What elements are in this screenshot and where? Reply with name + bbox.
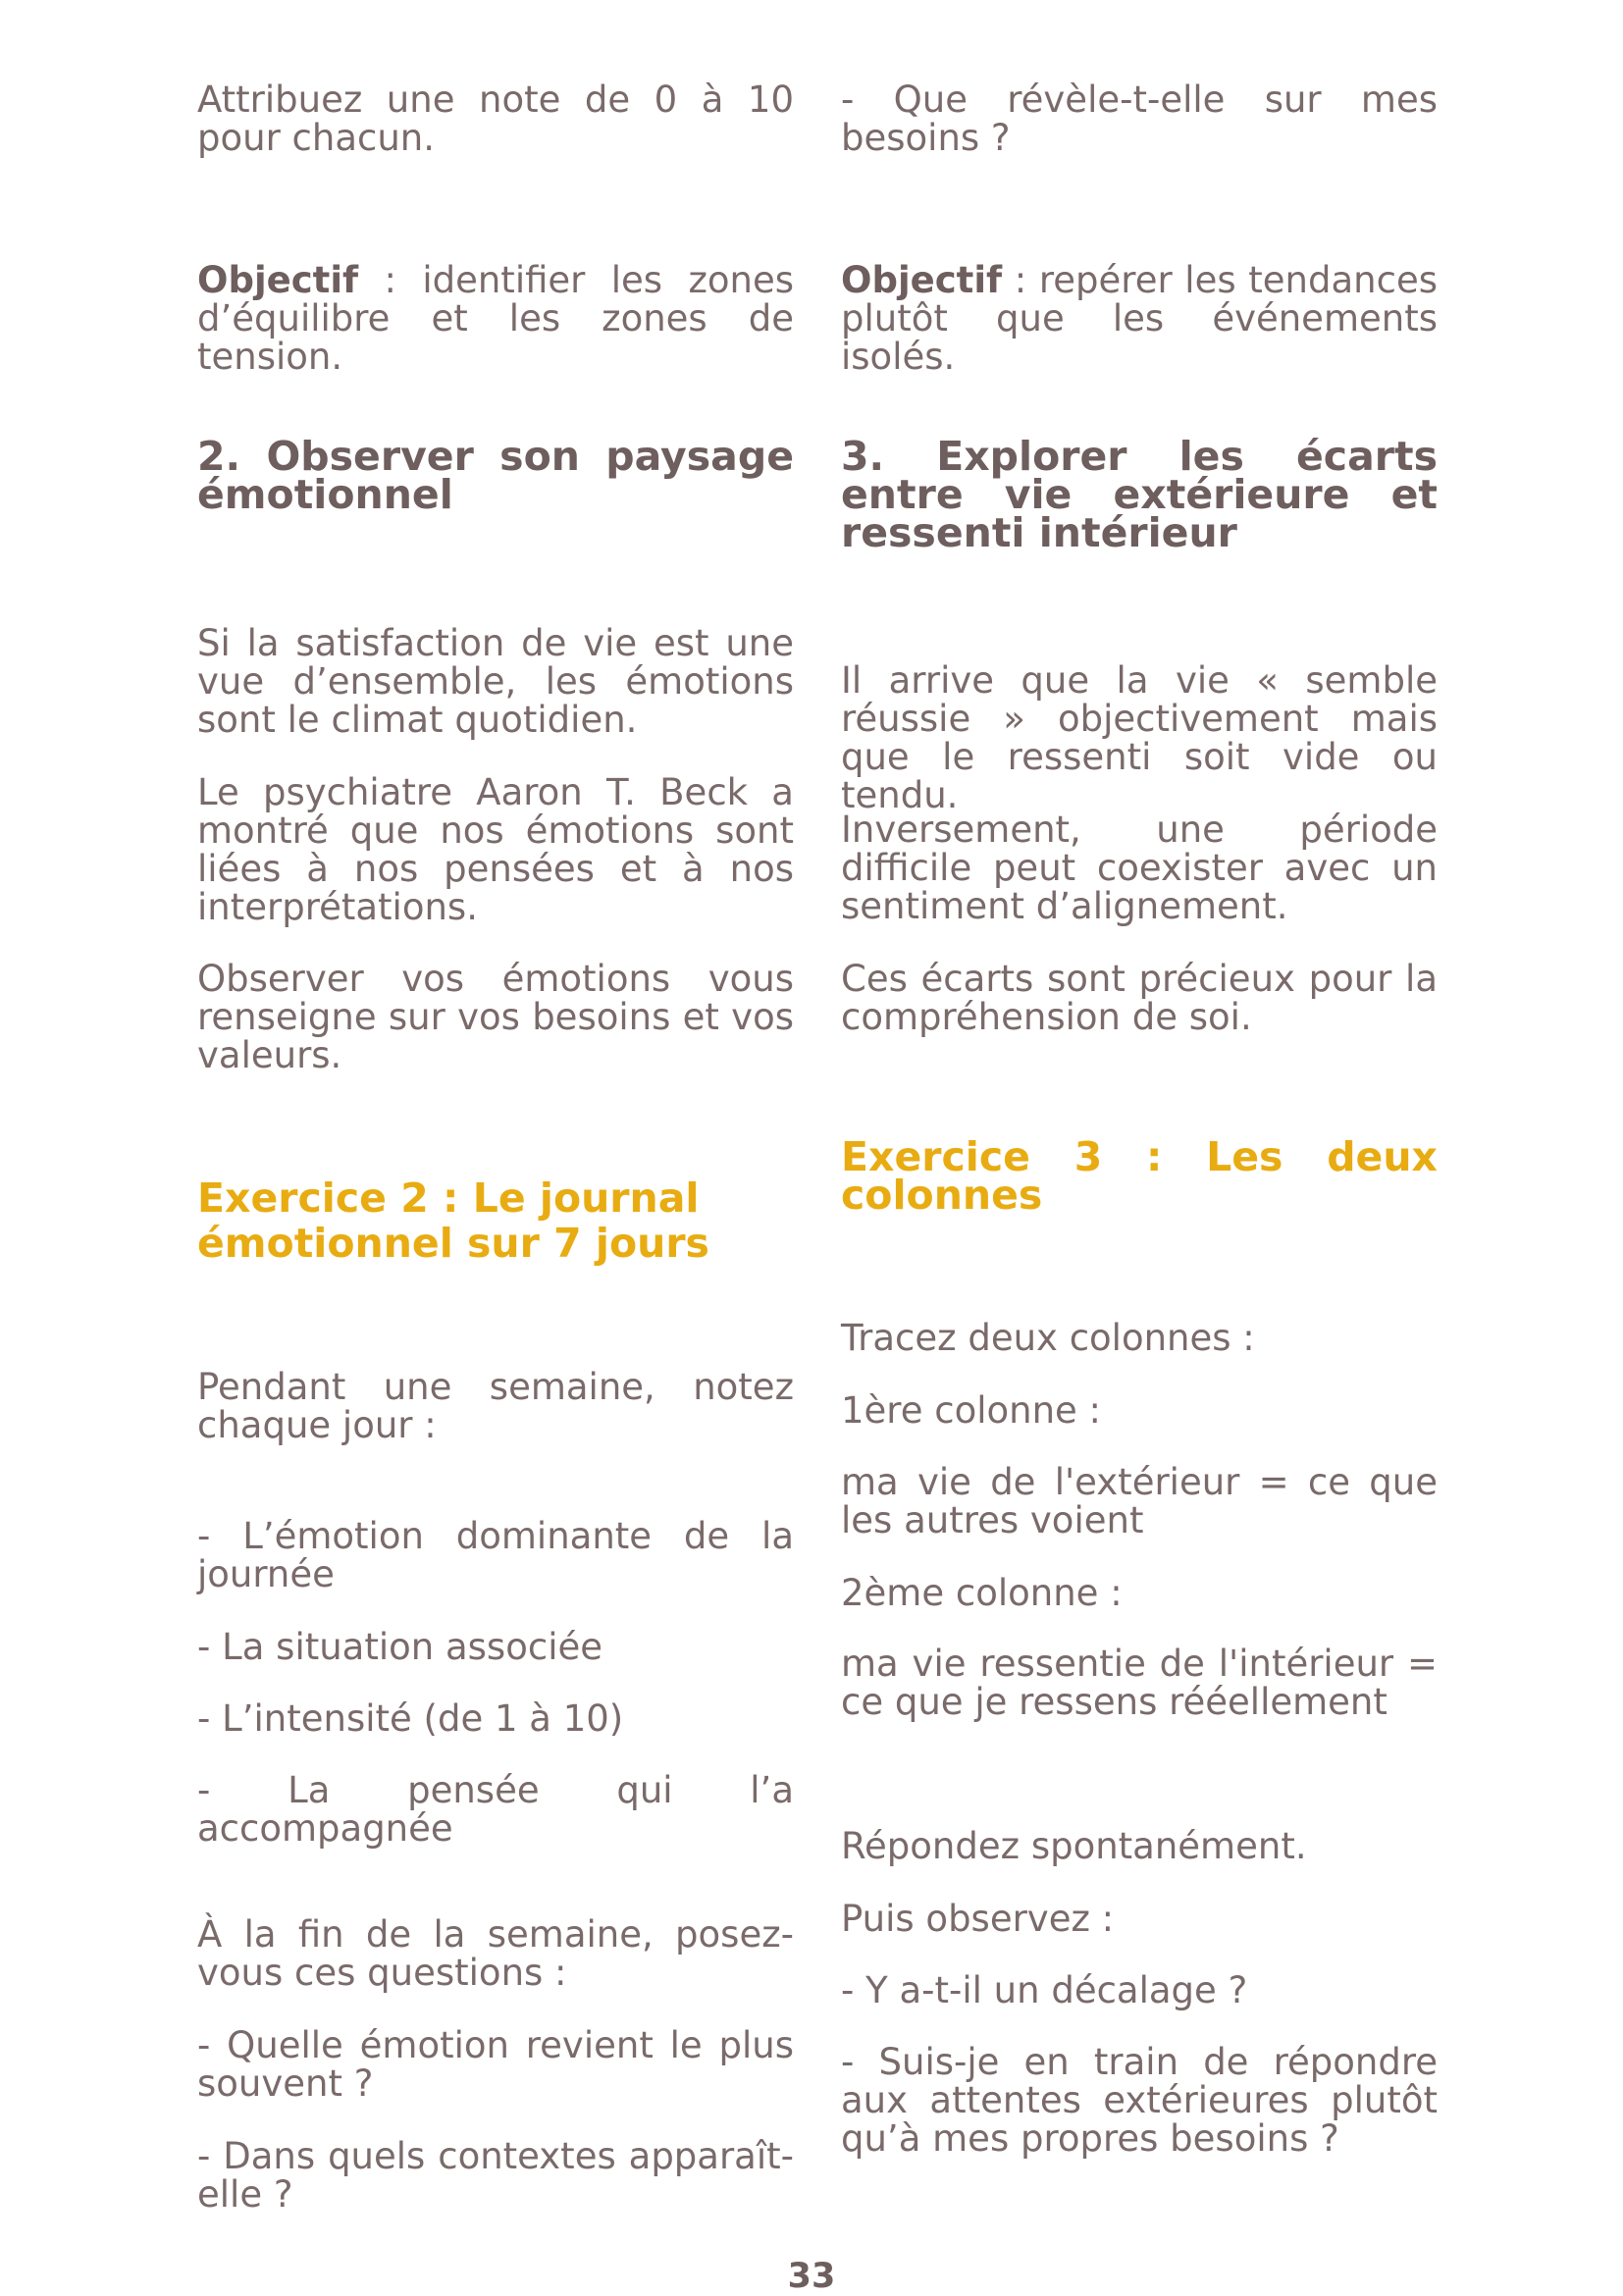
- paragraph: Tracez deux colonnes :: [841, 1317, 1255, 1359]
- objective-label: Objectif: [197, 259, 359, 301]
- exercise-2-heading: [197, 1175, 794, 1266]
- list-item: - Que révèle-t-elle sur mes besoins ?: [841, 78, 1438, 159]
- objective-paragraph: [841, 261, 1438, 376]
- paragraph: Il arrive que la vie « semble réussie » objectivement mais que le ressenti soit vide ou tendu.: [841, 659, 1438, 816]
- paragraph: ma vie ressentie de l'intérieur = ce que je ressens rééellement: [841, 1643, 1438, 1723]
- column-label: 2ème colonne :: [841, 1572, 1123, 1614]
- column-label: 1ère colonne :: [841, 1389, 1102, 1432]
- objective-label: Objectif: [841, 259, 1003, 301]
- exercise-2-heading-line1: Exercice 2 : Le journal: [197, 1174, 700, 1222]
- paragraph: Observer vos émotions vous renseigne sur vos besoins et vos valeurs.: [197, 958, 794, 1076]
- page-number: 33: [787, 2257, 836, 2296]
- list-item: - La pensée qui l’a accompagnée: [197, 1769, 794, 1850]
- paragraph: À la fin de la semaine, posez-vous ces questions :: [197, 1913, 794, 1994]
- paragraph: Puis observez :: [841, 1898, 1115, 1940]
- exercise-2-heading-line2: émotionnel sur 7 jours: [197, 1220, 709, 1267]
- paragraph: Ces écarts sont précieux pour la compréhension de soi.: [841, 958, 1438, 1038]
- section-heading-3: 3. Explorer les écarts entre vie extérieure et ressenti intérieur: [841, 433, 1438, 556]
- objective-text: : repérer les tendances plutôt que les événements isolés.: [841, 259, 1438, 378]
- list-item: - Quelle émotion revient le plus souvent ?: [197, 2024, 794, 2105]
- objective-text: : identifier les zones d’équilibre et les zones de tension.: [197, 259, 794, 378]
- exercise-3-heading: Exercice 3 : Les deux colonnes: [841, 1133, 1438, 1219]
- paragraph: Inversement, une période difficile peut coexister avec un sentiment d’alignement.: [841, 809, 1438, 927]
- list-item: - L’émotion dominante de la journée: [197, 1515, 794, 1595]
- paragraph: Répondez spontanément.: [841, 1825, 1307, 1867]
- paragraph: ma vie de l'extérieur = ce que les autres voient: [841, 1461, 1438, 1541]
- list-item: - Y a-t-il un décalage ?: [841, 1969, 1248, 2011]
- list-item: - L’intensité (de 1 à 10): [197, 1697, 624, 1740]
- list-item: - La situation associée: [197, 1626, 602, 1668]
- rating-instruction: Attribuez une note de 0 à 10 pour chacun.: [197, 78, 794, 159]
- list-item: - Dans quels contextes apparaît-elle ?: [197, 2135, 794, 2216]
- objective-paragraph: [197, 261, 794, 376]
- paragraph: Le psychiatre Aaron T. Beck a montré que nos émotions sont liées à nos pensées et à nos interprétations.: [197, 771, 794, 928]
- section-heading-2: 2. Observer son paysage émotionnel: [197, 433, 794, 518]
- paragraph: Pendant une semaine, notez chaque jour :: [197, 1366, 794, 1446]
- list-item: - Suis-je en train de répondre aux attentes extérieures plutôt qu’à mes propres besoins ?: [841, 2041, 1438, 2160]
- paragraph: Si la satisfaction de vie est une vue d’ensemble, les émotions sont le climat quotidien.: [197, 622, 794, 741]
